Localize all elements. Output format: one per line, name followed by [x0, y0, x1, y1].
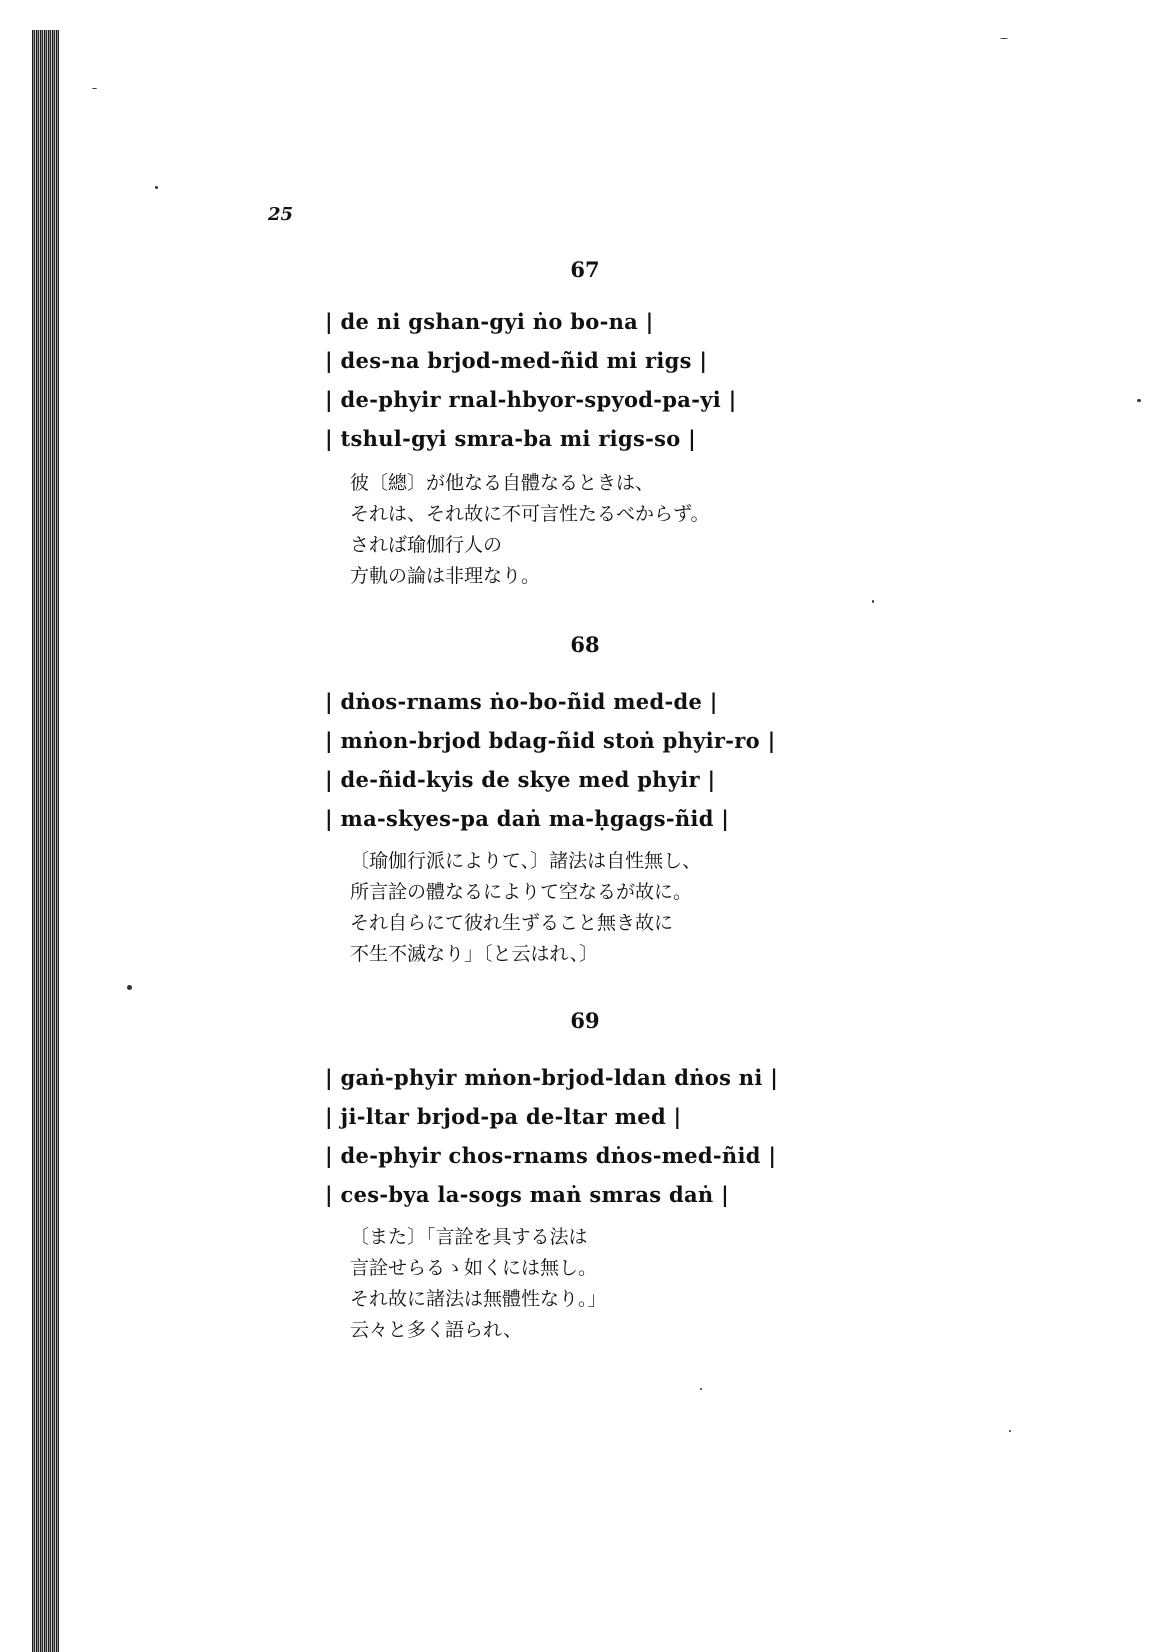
scan-speck	[1137, 399, 1141, 402]
tibetan-line: | gaṅ-phyir mṅon-brjod-ldan dṅos ni |	[325, 1065, 779, 1090]
japanese-translation	[350, 1222, 607, 1346]
tibetan-line: | ji-ltar brjod-pa de-ltar med |	[325, 1104, 682, 1129]
tibetan-line: | dṅos-rnams ṅo-bo-ñid med-de |	[325, 689, 718, 714]
japanese-line: 言詮せらるゝ如くには無し。	[350, 1257, 598, 1279]
tibetan-verse	[325, 682, 776, 838]
scan-speck	[92, 88, 97, 89]
tibetan-line: | de ni gshan-gyi ṅo bo-na |	[325, 309, 654, 334]
japanese-line: それ故に諸法は無體性なり。」	[350, 1288, 607, 1310]
japanese-line: 所言詮の體なるによりて空なるが故に。	[350, 881, 693, 903]
tibetan-line: | mṅon-brjod bdag-ñid stoṅ phyir-ro |	[325, 728, 776, 753]
tibetan-verse	[325, 302, 737, 458]
tibetan-verse	[325, 1058, 778, 1214]
tibetan-line: | de-ñid-kyis de skye med phyir |	[325, 767, 716, 792]
scan-speck	[1000, 38, 1008, 39]
tibetan-line: | tshul-gyi smra-ba mi rigs-so |	[325, 426, 697, 451]
scan-speck	[1009, 1430, 1011, 1432]
japanese-line: 不生不滅なり」〔と云はれ、〕	[350, 943, 599, 965]
japanese-line: 〔また〕「言詮を具する法は	[350, 1226, 588, 1248]
japanese-line: 方軌の論は非理なり。	[350, 565, 541, 587]
japanese-line: 彼〔總〕が他なる自體なるときは、	[350, 472, 655, 494]
tibetan-line: | de-phyir chos-rnams dṅos-med-ñid |	[325, 1143, 777, 1168]
japanese-line: それ自らにて彼れ生ずること無き故に	[350, 912, 674, 934]
scan-speck	[127, 985, 132, 990]
tibetan-line: | ces-bya la-sogs maṅ smras daṅ |	[325, 1182, 730, 1207]
tibetan-line: | ma-skyes-pa daṅ ma-ḥgags-ñid |	[325, 806, 730, 831]
scan-speck	[700, 1388, 702, 1390]
scan-speck	[872, 600, 874, 603]
scan-speck	[155, 186, 158, 189]
book-binding-edge	[32, 30, 59, 1652]
japanese-translation	[350, 468, 709, 592]
japanese-line: 〔瑜伽行派によりて、〕諸法は自性無し、	[350, 850, 702, 872]
japanese-line: されば瑜伽行人の	[350, 534, 503, 556]
japanese-line: 云々と多く語られ、	[350, 1319, 523, 1341]
tibetan-line: | des-na brjod-med-ñid mi rigs |	[325, 348, 708, 373]
tibetan-line: | de-phyir rnal-hbyor-spyod-pa-yi |	[325, 387, 737, 412]
verse-number: 68	[570, 632, 600, 657]
verse-number: 69	[570, 1008, 600, 1033]
japanese-line: それは、それ故に不可言性たるべからず。	[350, 503, 710, 525]
japanese-translation	[350, 846, 701, 970]
verse-number: 67	[570, 257, 600, 282]
page-number: 25	[268, 204, 294, 225]
